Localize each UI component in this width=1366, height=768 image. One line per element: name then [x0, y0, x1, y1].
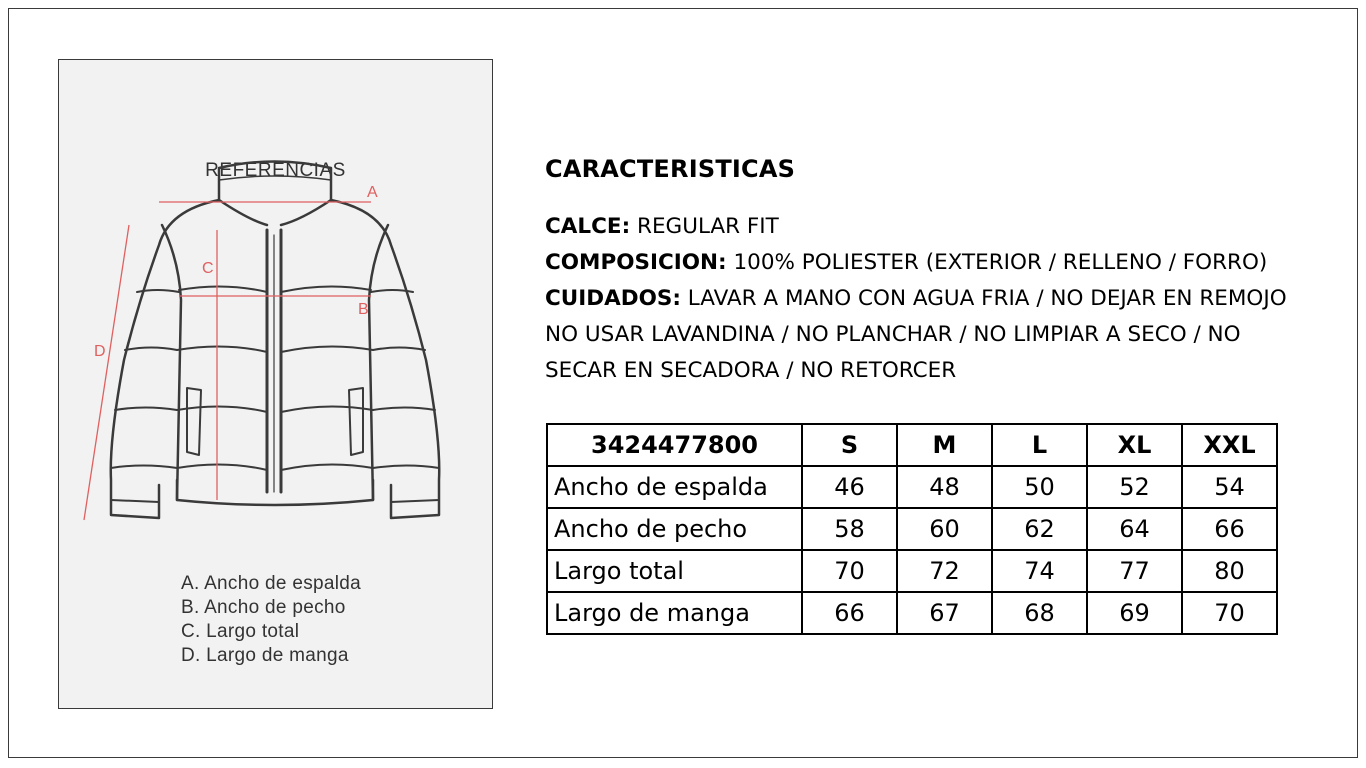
table-cell: 67 [897, 592, 992, 634]
table-cell: 74 [992, 550, 1087, 592]
table-cell: 72 [897, 550, 992, 592]
table-cell: 58 [802, 508, 897, 550]
fit-value: REGULAR FIT [637, 214, 779, 239]
reference-card [58, 59, 493, 709]
size-header: S [802, 424, 897, 466]
care-line [545, 281, 1345, 317]
table-cell: 52 [1087, 466, 1182, 508]
table-cell: 50 [992, 466, 1087, 508]
table-row [547, 508, 1277, 550]
marker-a: A [367, 184, 378, 201]
composition-line [545, 245, 1345, 281]
table-cell: 62 [992, 508, 1087, 550]
composition-label: COMPOSICION: [545, 250, 727, 275]
legend-item: B. Ancho de pecho [181, 597, 346, 618]
product-code: 3424477800 [547, 424, 802, 466]
size-header: M [897, 424, 992, 466]
fit-label: CALCE: [545, 214, 631, 239]
table-cell: 66 [802, 592, 897, 634]
fit-line [545, 209, 1345, 245]
composition-value: 100% POLIESTER (EXTERIOR / RELLENO / FORRO) [733, 250, 1268, 275]
feature-lines [545, 209, 1345, 389]
table-cell: 54 [1182, 466, 1277, 508]
reference-title: REFERENCIAS [205, 160, 346, 181]
size-header: XXL [1182, 424, 1277, 466]
table-cell: 80 [1182, 550, 1277, 592]
table-cell: 70 [802, 550, 897, 592]
marker-b: B [358, 301, 369, 318]
marker-c: C [202, 260, 214, 277]
marker-d: D [94, 343, 106, 360]
care-value-3: SECAR EN SECADORA / NO RETORCER [545, 358, 957, 383]
size-header: L [992, 424, 1087, 466]
care-label: CUIDADOS: [545, 286, 681, 311]
table-cell: 68 [992, 592, 1087, 634]
legend-item: D. Largo de manga [181, 645, 349, 666]
row-label: Ancho de pecho [547, 508, 802, 550]
row-label: Ancho de espalda [547, 466, 802, 508]
row-label: Largo total [547, 550, 802, 592]
table-row [547, 466, 1277, 508]
features-title: CARACTERISTICAS [545, 155, 796, 183]
table-cell: 60 [897, 508, 992, 550]
table-row [547, 592, 1277, 634]
table-cell: 46 [802, 466, 897, 508]
jacket-illustration [59, 60, 494, 560]
table-cell: 77 [1087, 550, 1182, 592]
care-value-1: LAVAR A MANO CON AGUA FRIA / NO DEJAR EN REMOJO [687, 286, 1287, 311]
table-cell: 66 [1182, 508, 1277, 550]
table-row [547, 550, 1277, 592]
table-cell: 70 [1182, 592, 1277, 634]
table-cell: 69 [1087, 592, 1182, 634]
legend-item: C. Largo total [181, 621, 300, 642]
row-label: Largo de manga [547, 592, 802, 634]
care-value-2: NO USAR LAVANDINA / NO PLANCHAR / NO LIMPIAR A SECO / NO [545, 322, 1241, 347]
reference-legend [181, 572, 361, 668]
table-cell: 48 [897, 466, 992, 508]
size-header-row [547, 424, 1277, 466]
features-section [545, 155, 1345, 389]
table-cell: 64 [1087, 508, 1182, 550]
legend-item: A. Ancho de espalda [181, 573, 362, 594]
size-header: XL [1087, 424, 1182, 466]
size-table [546, 423, 1278, 635]
